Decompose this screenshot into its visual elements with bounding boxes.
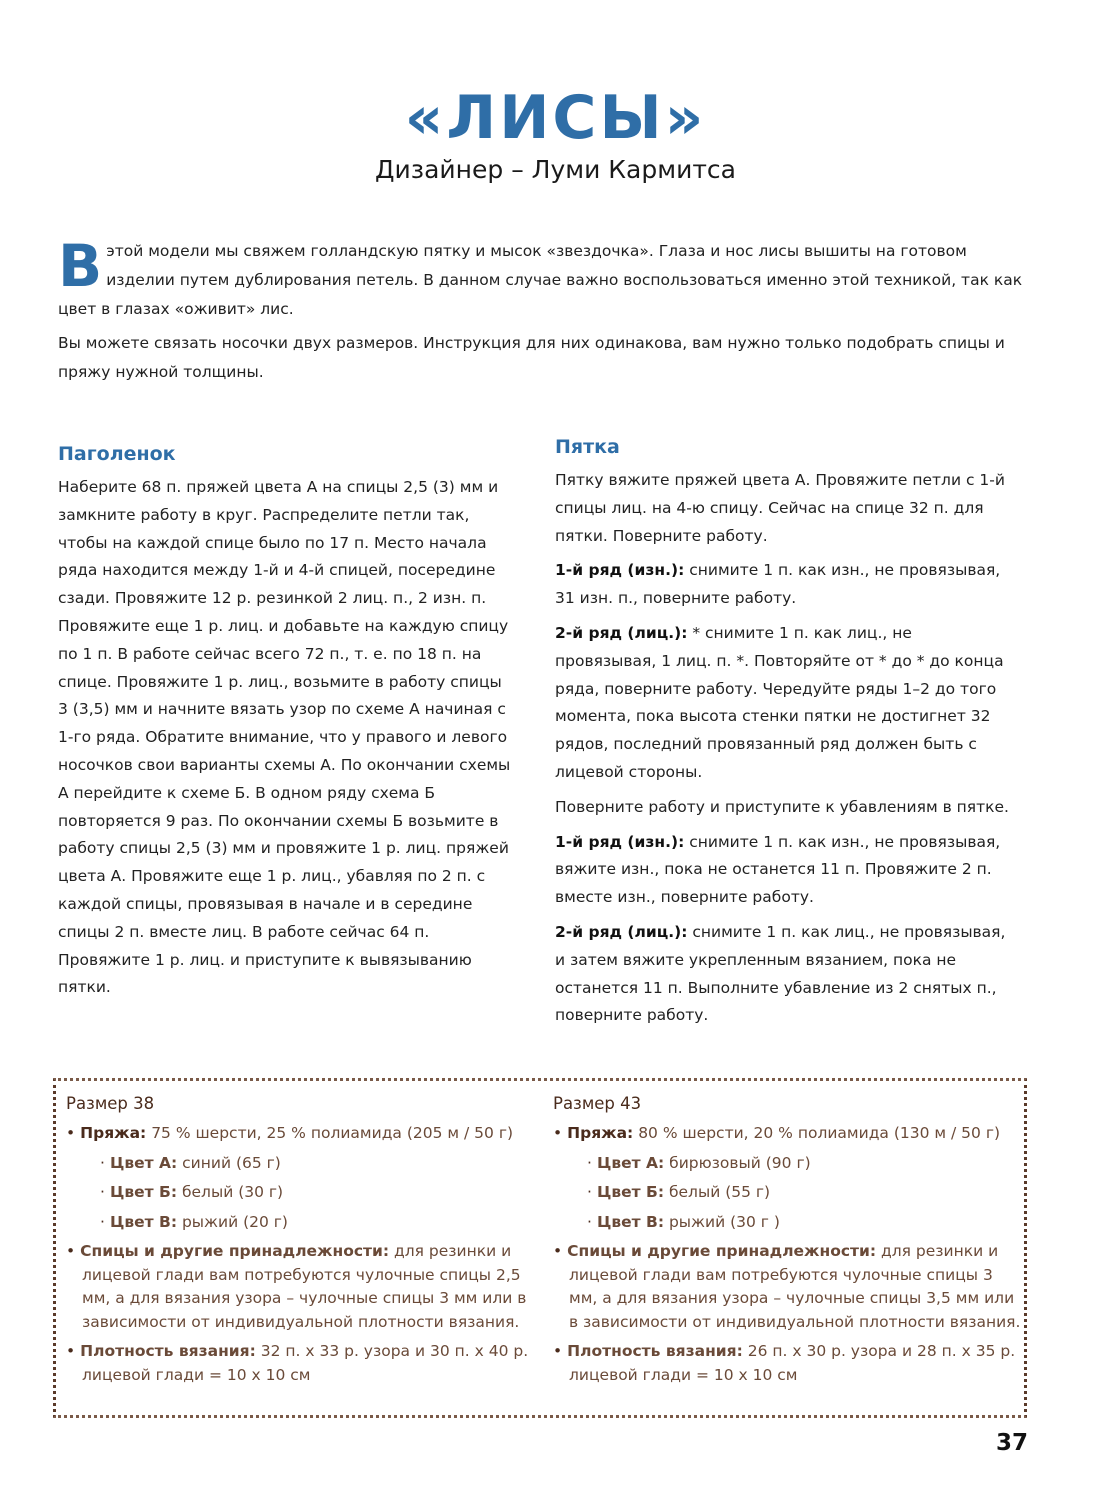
color-b-row <box>66 1178 536 1208</box>
color-value: рыжий (20 г) <box>177 1212 288 1231</box>
dot-icon: · <box>100 1153 105 1172</box>
row-label: 1-й ряд (изн.): <box>555 832 685 851</box>
yarn-row <box>66 1119 536 1149</box>
gauge-value: 26 п. х 30 р. узора и 28 п. х 35 р. лицевой глади = 10 х 10 см <box>569 1342 1016 1384</box>
cuff-heading: Паголенок <box>58 443 176 465</box>
cuff-section <box>58 440 513 1009</box>
dot-icon: · <box>587 1153 592 1172</box>
designer-credit: Дизайнер – Луми Кармитса <box>375 155 736 184</box>
color-label: Цвет В: <box>596 1212 665 1231</box>
yarn-value: 80 % шерсти, 20 % полиамида (130 м / 50 г) <box>633 1124 1001 1142</box>
heel-decrease-row-2 <box>555 919 1015 1030</box>
dot-icon: · <box>587 1183 592 1201</box>
heel-row-2 <box>555 620 1015 787</box>
color-label: Цвет В: <box>109 1212 178 1231</box>
color-value: рыжий (30 г ) <box>664 1212 780 1231</box>
row-text: снимите 1 п. как лиц., не провязывая, и затем вяжите укрепленным вязанием, пока не останется 11 п. Выполните убавление из 2 снятых п., поверните работу. <box>555 922 1006 1025</box>
size-title: Размер 43 <box>553 1094 642 1113</box>
yarn-value: 75 % шерсти, 25 % полиамида (205 м / 50 г) <box>146 1124 514 1142</box>
row-text: снимите 1 п. как изн., не провязывая, 31 изн. п., поверните работу. <box>555 561 1001 608</box>
gauge-row <box>66 1340 536 1387</box>
size-title: Размер 38 <box>66 1094 155 1113</box>
needles-row <box>553 1240 1023 1334</box>
color-a-row <box>553 1149 1023 1179</box>
gauge-label: Плотность вязания: <box>80 1342 256 1360</box>
heel-section <box>555 433 1015 1037</box>
row-text: снимите 1 п. как изн., не провязывая, вяжите изн., пока не останется 11 п. Провяжите 2 п. вместе изн., поверните работу. <box>555 832 1001 907</box>
color-label: Цвет А: <box>596 1153 665 1172</box>
needles-value: для резинки и лицевой глади вам потребуются чулочные спицы 2,5 мм, а для вязания узора – чулочные спицы 3 мм или в зависимости от индивидуальной плотности вязания. <box>82 1242 527 1331</box>
page-title: «ЛИСЫ» <box>404 83 707 153</box>
size-38-column <box>66 1089 536 1387</box>
yarn-label: Пряжа: <box>80 1124 147 1142</box>
dot-icon: · <box>587 1212 592 1231</box>
row-label: 2-й ряд (лиц.): <box>555 623 688 642</box>
intro-paragraph-2: Вы можете связать носочки двух размеров. Инструкция для них одинакова, вам нужно только подобрать спицы и пряжу нужной толщины. <box>58 334 1005 381</box>
color-label: Цвет А: <box>109 1153 178 1172</box>
intro-text-1: этой модели мы свяжем голландскую пятку и мысок «звездочка». Глаза и нос лисы вышиты на готовом изделии путем дублирования петель. В данном случае важно воспользоваться именно этой техникой, так как цвет в глазах «оживит» лис. <box>58 242 1023 318</box>
color-value: бирюзовый (90 г) <box>664 1153 811 1172</box>
heel-turn-text: Поверните работу и приступите к убавлениям в пятке. <box>555 797 1009 816</box>
row-label: 1-й ряд (изн.): <box>555 561 685 580</box>
row-text: * снимите 1 п. как лиц., не провязывая, 1 лиц. п. *. Повторяйте от * до * до конца ряда, поверните работу. Чередуйте ряды 1–2 до того момента, пока высота стенки пятки не достигнет 32 рядов, последний провязанный ряд должен быть с лицевой стороны. <box>555 623 1004 781</box>
bullet-icon: • <box>553 1342 563 1360</box>
dot-icon: · <box>100 1212 105 1231</box>
gauge-row <box>553 1340 1023 1387</box>
bullet-icon: • <box>553 1242 563 1260</box>
gauge-label: Плотность вязания: <box>567 1342 743 1360</box>
color-v-row <box>553 1208 1023 1238</box>
color-value: белый (30 г) <box>177 1183 284 1201</box>
cuff-text: Наберите 68 п. пряжей цвета А на спицы 2,5 (3) мм и замкните работу в круг. Распределите петли так, чтобы на каждой спице было по 17 п. Место начала ряда находится между 1-й и 4-й спицей, посередине сзади. Провяжите 12 р. резинкой 2 лиц. п., 2 изн. п. Провяжите еще 1 р. лиц. и добавьте на каждую спицу по 1 п. В работе сейчас всего 72 п., т. е. по 18 п. на спице. Провяжите 1 р. лиц., возьмите в работу спицы 3 (3,5) мм и начните вязать узор по схеме А начиная с 1-го ряда. Обратите внимание, что у правого и левого носочков свои варианты схемы А. По окончании схемы А перейдите к схеме Б. В одном ряду схема Б повторяется 9 раз. По окончании схемы Б возьмите в работу спицы 2,5 (3) мм и провяжите 1 р. лиц. пряжей цвета А. Провяжите еще 1 р. лиц., убавляя по 2 п. с каждой спицы, провязывая в начале и в середине спицы 2 п. вместе лиц. В работе сейчас 64 п. Провяжите 1 р. лиц. и приступите к вывязыванию пятки. <box>58 478 511 997</box>
materials-box <box>53 1078 1027 1418</box>
intro-paragraph-1 <box>58 232 1026 324</box>
dot-icon: · <box>100 1183 105 1201</box>
needles-row <box>66 1240 536 1334</box>
heel-intro: Пятку вяжите пряжей цвета А. Провяжите петли с 1-й спицы лиц. на 4-ю спицу. Сейчас на спице 32 п. для пятки. Поверните работу. <box>555 471 1005 545</box>
heel-row-1 <box>555 557 1015 613</box>
color-label: Цвет Б: <box>596 1183 665 1201</box>
color-b-row <box>553 1178 1023 1208</box>
color-a-row <box>66 1149 536 1179</box>
intro-section <box>58 232 1026 392</box>
color-v-row <box>66 1208 536 1238</box>
needles-label: Спицы и другие принадлежности: <box>567 1242 877 1260</box>
yarn-label: Пряжа: <box>567 1124 634 1142</box>
color-label: Цвет Б: <box>109 1183 178 1201</box>
heel-decrease-row-1 <box>555 829 1015 912</box>
yarn-row <box>553 1119 1023 1149</box>
bullet-icon: • <box>553 1124 563 1142</box>
needles-value: для резинки и лицевой глади вам потребуются чулочные спицы 3 мм, а для вязания узора – чулочные спицы 3,5 мм или в зависимости от индивидуальной плотности вязания. <box>569 1242 1021 1331</box>
drop-cap: В <box>58 232 103 300</box>
row-label: 2-й ряд (лиц.): <box>555 922 688 941</box>
color-value: белый (55 г) <box>664 1183 771 1201</box>
heel-heading: Пятка <box>555 436 620 458</box>
bullet-icon: • <box>66 1242 76 1260</box>
bullet-icon: • <box>66 1342 76 1360</box>
page-number: 37 <box>996 1430 1029 1456</box>
needles-label: Спицы и другие принадлежности: <box>80 1242 390 1260</box>
bullet-icon: • <box>66 1124 76 1142</box>
gauge-value: 32 п. х 33 р. узора и 30 п. х 40 р. лицевой глади = 10 х 10 см <box>82 1342 529 1384</box>
color-value: синий (65 г) <box>177 1153 281 1172</box>
size-43-column <box>553 1089 1023 1387</box>
